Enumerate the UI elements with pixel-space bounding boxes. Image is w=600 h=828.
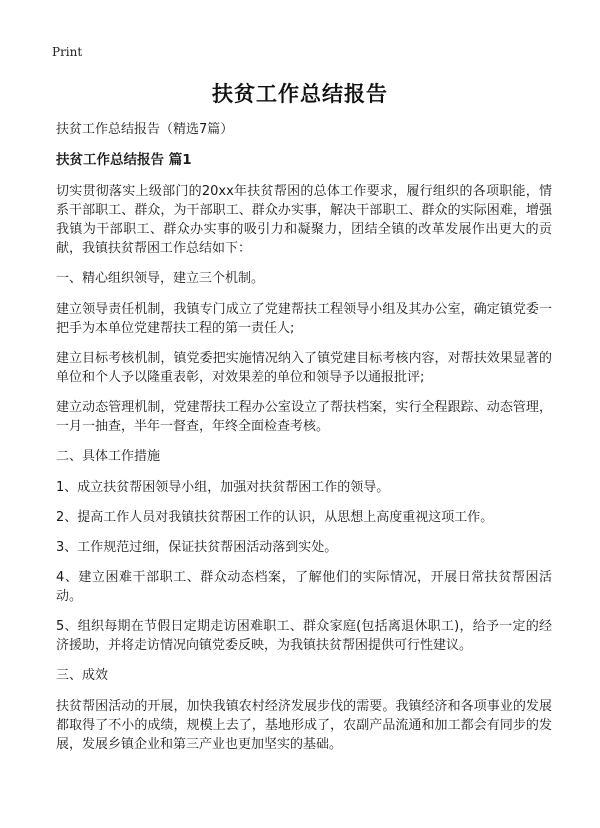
section-heading-1: 一、精心组织领导，建立三个机制。 — [56, 271, 265, 286]
section1-paragraph: 建立动态管理机制，党建帮扶工程办公室设立了帮扶档案，实行全程跟踪、动态管理，一月一抽查，半年一督查，年终全面检查考核。 — [56, 400, 552, 434]
document-body — [56, 120, 552, 765]
page-title: 扶贫工作总结报告 — [212, 82, 388, 106]
document-subtitle: 扶贫工作总结报告（精选7篇） — [56, 122, 234, 137]
section2-item: 3、工作规范过细，保证扶贫帮困活动落到实处。 — [56, 540, 338, 555]
section2-item: 4、建立困难干部职工、群众动态档案，了解他们的实际情况，开展日常扶贫帮困活动。 — [56, 570, 552, 604]
section2-item: 1、成立扶贫帮困领导小组，加强对扶贫帮困工作的领导。 — [56, 480, 390, 495]
section2-item: 2、提高工作人员对我镇扶贫帮困工作的认识，从思想上高度重视这项工作。 — [56, 510, 494, 525]
section1-paragraph: 建立目标考核机制，镇党委把实施情况纳入了镇党建目标考核内容，对帮扶效果显著的单位和个人予以隆重表彰，对效果差的单位和领导予以通报批评; — [56, 351, 552, 385]
section3-paragraph: 扶贫帮困活动的开展，加快我镇农村经济发展步伐的需要。我镇经济和各项事业的发展都取得了不小的成绩，规模上去了，基地形成了，农副产品流通和加工都会有同步的发展，发展乡镇企业和第三产业也更加坚实的基础。 — [56, 699, 552, 752]
section1-paragraph: 建立领导责任机制，我镇专门成立了党建帮扶工程领导小组及其办公室，确定镇党委一把手为本单位党建帮扶工程的第一责任人; — [56, 302, 552, 336]
print-label: Print — [52, 45, 83, 59]
section-heading-2: 二、具体工作措施 — [56, 449, 161, 464]
section-heading-3: 三、成效 — [56, 668, 109, 683]
intro-paragraph: 切实贯彻落实上级部门的20xx年扶贫帮困的总体工作要求，履行组织的各项职能，情系干部职工、群众，为干部职工、群众办实事，解决干部职工、群众的实际困难，增强我镇为干部职工、群众办实事的吸引力和凝聚力，团结全镇的改革发展作出更大的贡献，我镇扶贫帮困工作总结如下： — [56, 184, 552, 256]
section2-item: 5、组织每期在节假日定期走访困难职工、群众家庭(包括离退休职工)，给予一定的经济援助，并将走访情况向镇党委反映，为我镇扶贫帮困提供可行性建议。 — [56, 619, 552, 653]
chapter-heading: 扶贫工作总结报告 篇1 — [56, 152, 192, 168]
